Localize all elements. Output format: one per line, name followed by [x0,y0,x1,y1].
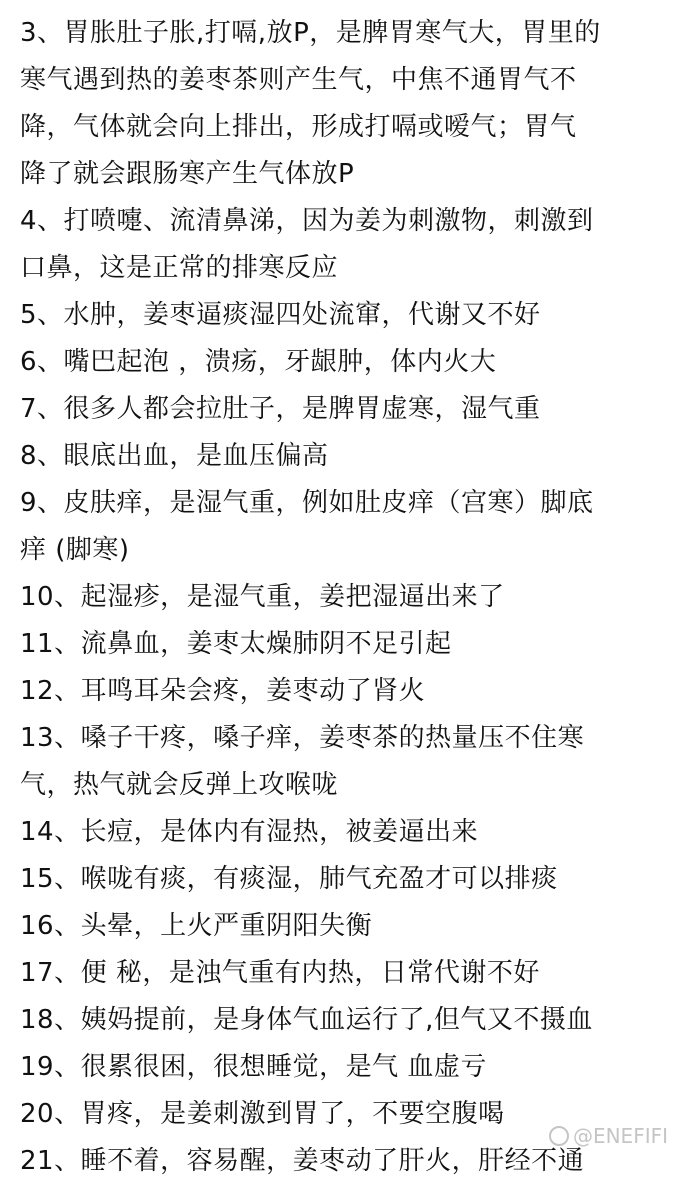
text-line: 19、很累很困，很想睡觉，是气 血虚亏 [20,1052,487,1082]
text-line: 3、胃胀肚子胀,打嗝,放P，是脾胃寒气大，胃里的 [20,18,601,48]
text-line: 13、嗓子干疼，嗓子痒，姜枣茶的热量压不住寒 [20,723,585,753]
text-line: 16、头晕，上火严重阴阳失衡 [20,911,373,941]
text-line: 17、便 秘，是浊气重有内热，日常代谢不好 [20,958,540,988]
text-line: 6、嘴巴起泡 ，溃疡，牙龈肿，体内火大 [20,347,497,377]
text-line: 21、睡不着，容易醒，姜枣动了肝火，肝经不通 [20,1146,585,1176]
text-line: 20、胃疼，是姜刺激到胃了，不要空腹喝 [20,1099,505,1129]
text-line: 7、很多人都会拉肚子，是脾胃虚寒，湿气重 [20,394,541,424]
text-line: 寒气遇到热的姜枣茶则产生气，中焦不通胃气不 [20,65,577,95]
text-line: 9、皮肤痒，是湿气重，例如肚皮痒（宫寒）脚底 [20,488,594,518]
watermark-text: @ENEFIFI [572,1124,668,1148]
text-line: 14、长痘，是体内有湿热，被姜逼出来 [20,817,479,847]
text-line: 18、姨妈提前，是身体气血运行了,但气又不摄血 [20,1005,593,1035]
text-line: 气，热气就会反弹上攻喉咙 [20,770,339,800]
text-line: 11、流鼻血，姜枣太燥肺阴不足引起 [20,629,452,659]
text-line: 12、耳鸣耳朵会疼，姜枣动了肾火 [20,676,426,706]
weibo-icon [549,1126,569,1146]
text-line: 降了就会跟肠寒产生气体放P [20,159,355,189]
document-body [20,10,680,1185]
text-line: 5、水肿，姜枣逼痰湿四处流窜，代谢又不好 [20,300,541,330]
text-line: 10、起湿疹，是湿气重，姜把湿逼出来了 [20,582,505,612]
text-line: 15、喉咙有痰，有痰湿，肺气充盈才可以排痰 [20,864,558,894]
text-line: 4、打喷嚏、流清鼻涕，因为姜为刺激物，刺激到 [20,206,594,236]
text-line: 口鼻，这是正常的排寒反应 [20,253,339,283]
text-line: 痒 (脚寒) [20,535,130,565]
text-line: 降，气体就会向上排出，形成打嗝或嗳气；胃气 [20,112,577,142]
text-line: 8、眼底出血，是血压偏高 [20,441,329,471]
watermark [549,1124,668,1148]
